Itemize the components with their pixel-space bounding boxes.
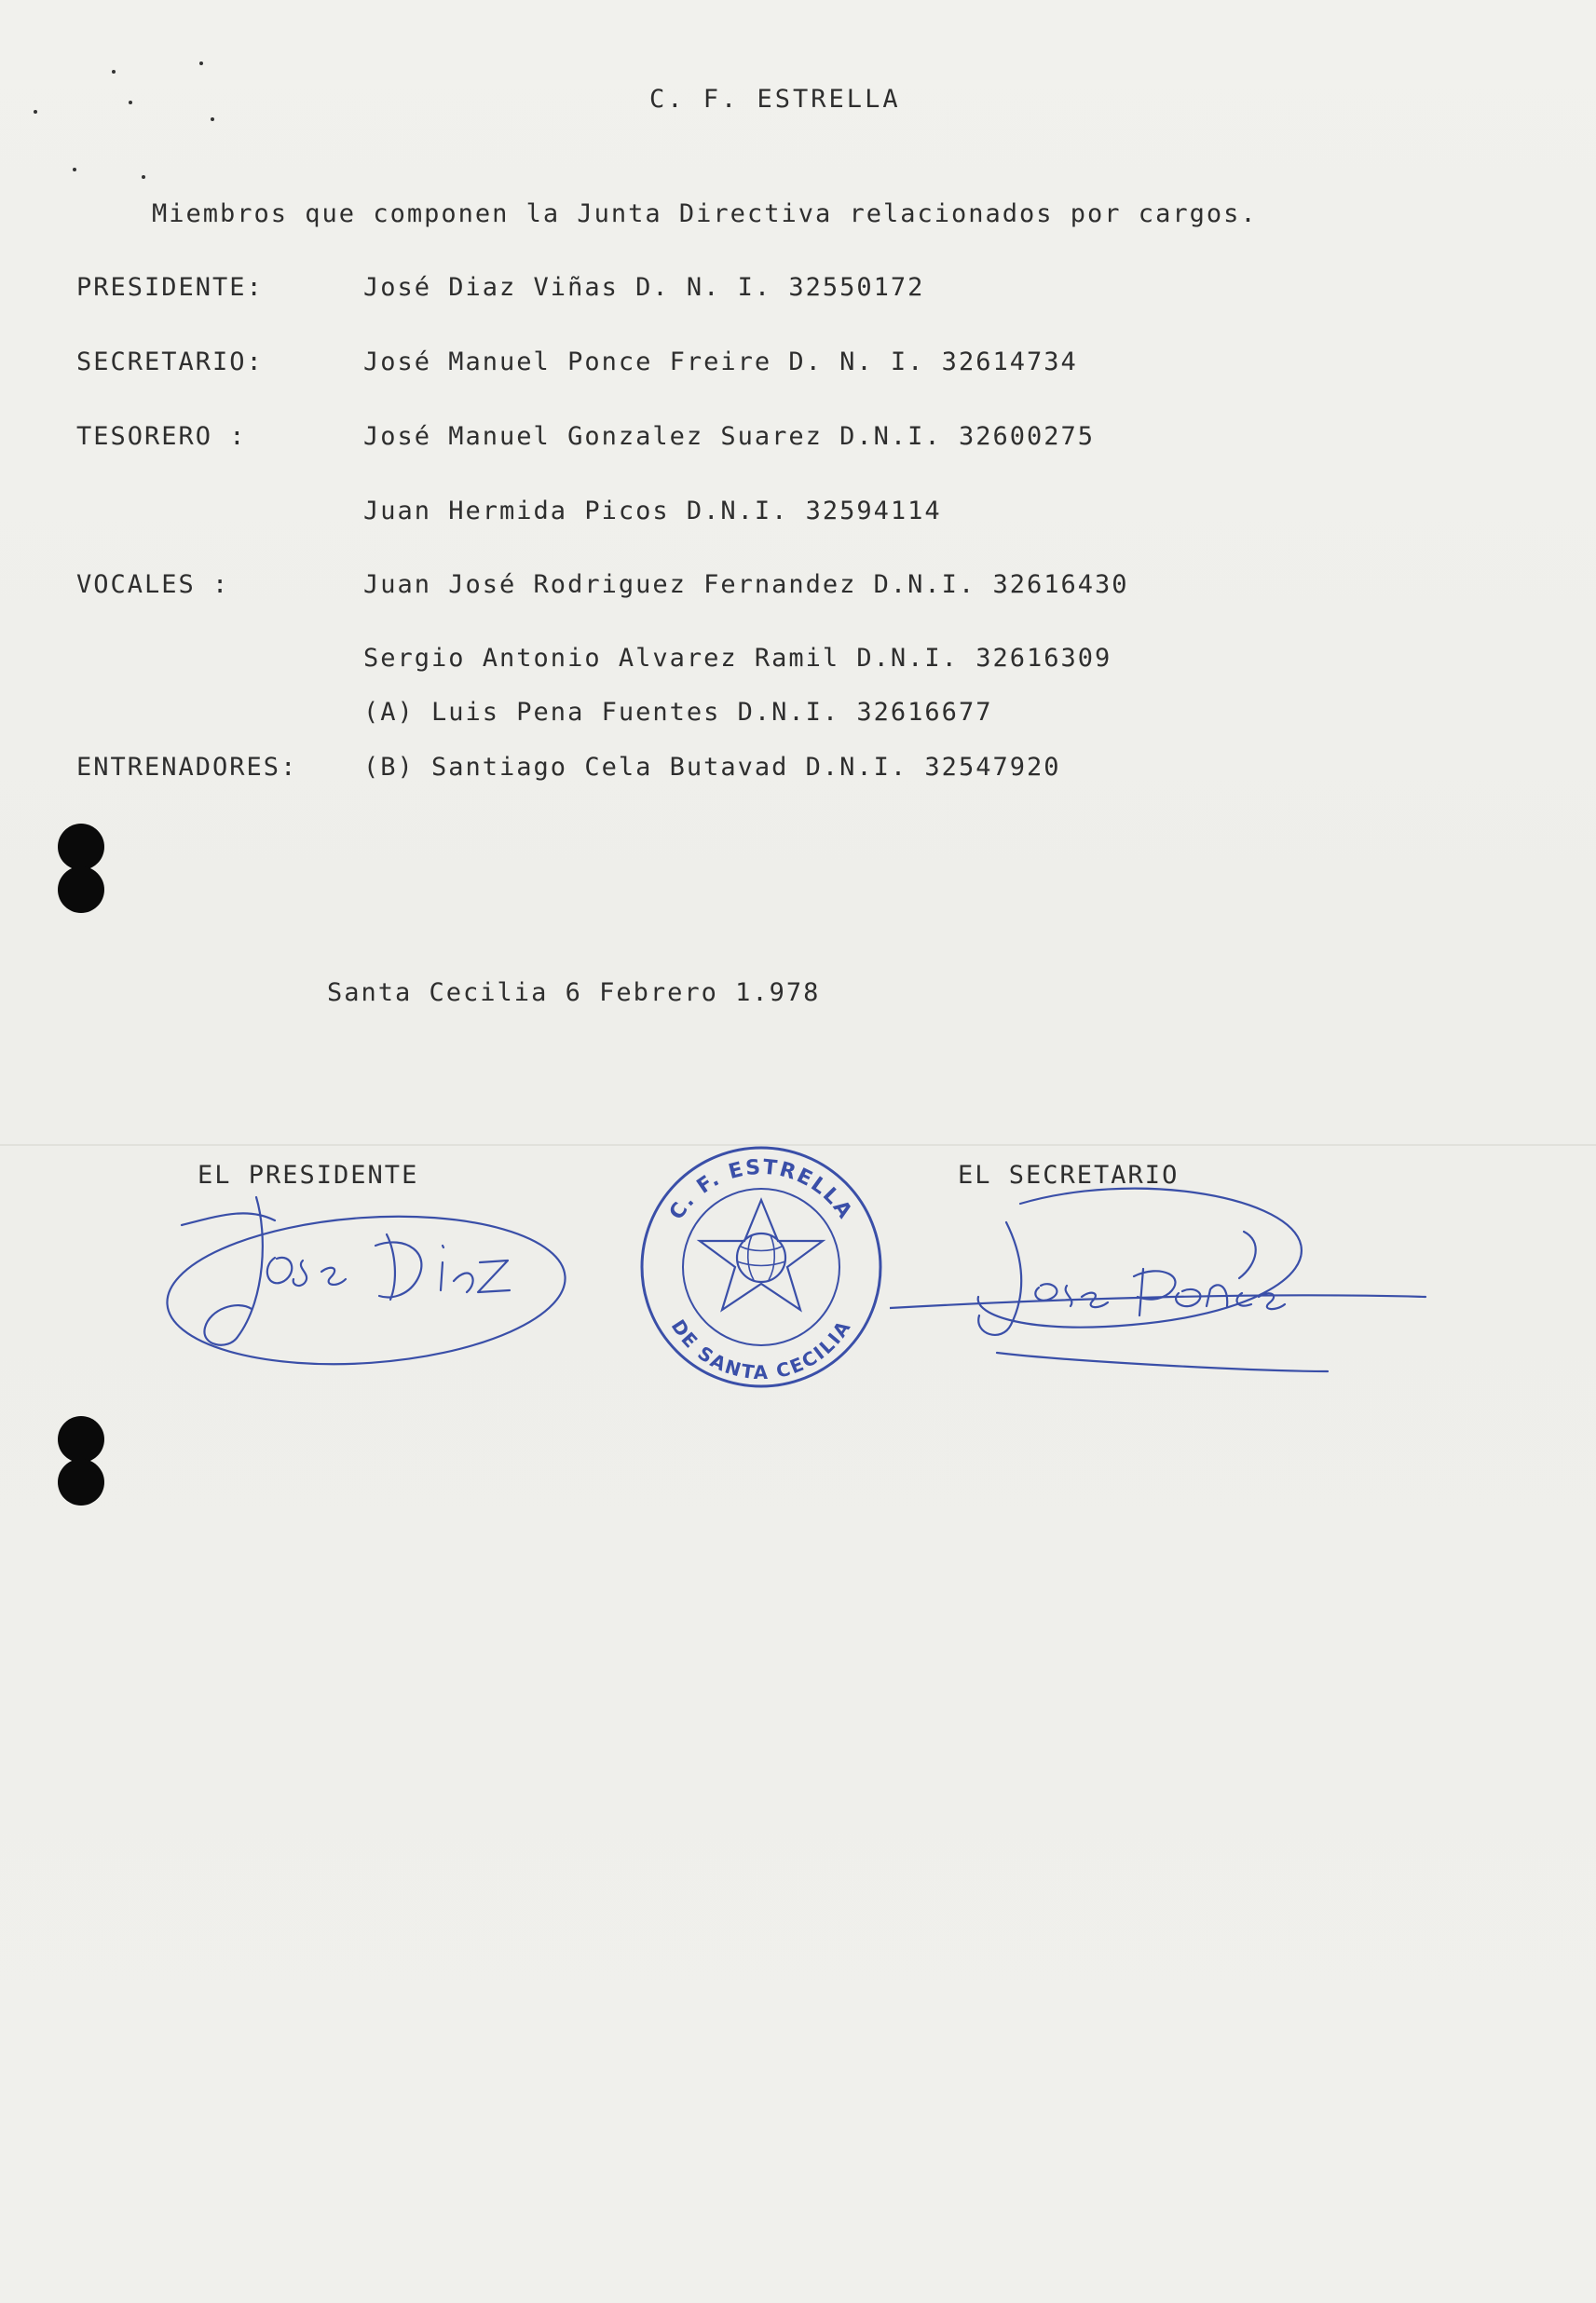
paper-speck bbox=[73, 168, 76, 171]
row-value: José Diaz Viñas D. N. I. 32550172 bbox=[363, 273, 925, 302]
paper-speck bbox=[211, 117, 214, 121]
stamp-bottom-text: DE SANTA CECILIA bbox=[666, 1315, 856, 1384]
row-value: Juan Hermida Picos D.N.I. 32594114 bbox=[363, 497, 942, 525]
row-label: PRESIDENTE: bbox=[76, 273, 264, 302]
document-title: C. F. ESTRELLA bbox=[649, 85, 901, 114]
document-intro: Miembros que componen la Junta Directiva relacionados por cargos. bbox=[152, 199, 1258, 228]
row-label: VOCALES : bbox=[76, 570, 230, 599]
row-label: TESORERO : bbox=[76, 422, 247, 451]
punch-hole-upper bbox=[58, 824, 104, 915]
president-label: EL PRESIDENTE bbox=[198, 1161, 419, 1190]
secretary-label: EL SECRETARIO bbox=[958, 1161, 1180, 1190]
row-value: Sergio Antonio Alvarez Ramil D.N.I. 32616309 bbox=[363, 644, 1112, 673]
row-value: Juan José Rodriguez Fernandez D.N.I. 32616430 bbox=[363, 570, 1129, 599]
paper-speck bbox=[34, 110, 37, 114]
club-stamp bbox=[631, 1137, 892, 1397]
paper-speck bbox=[199, 61, 203, 65]
row-value: José Manuel Ponce Freire D. N. I. 32614734 bbox=[363, 347, 1078, 376]
row-value: José Manuel Gonzalez Suarez D.N.I. 32600275 bbox=[363, 422, 1095, 451]
paper-speck bbox=[112, 70, 116, 74]
row-label: ENTRENADORES: bbox=[76, 753, 298, 782]
punch-hole-lower bbox=[58, 1416, 104, 1507]
president-signature bbox=[163, 1188, 573, 1374]
secretary-signature bbox=[890, 1176, 1430, 1381]
row-value: (A) Luis Pena Fuentes D.N.I. 32616677 bbox=[363, 698, 993, 727]
paper-speck bbox=[142, 175, 145, 179]
paper-speck bbox=[129, 101, 132, 104]
stamp-top-text: C. F. ESTRELLA bbox=[664, 1155, 858, 1225]
date-line: Santa Cecilia 6 Febrero 1.978 bbox=[327, 978, 821, 1007]
row-value: (B) Santiago Cela Butavad D.N.I. 32547920 bbox=[363, 753, 1061, 782]
row-label: SECRETARIO: bbox=[76, 347, 264, 376]
